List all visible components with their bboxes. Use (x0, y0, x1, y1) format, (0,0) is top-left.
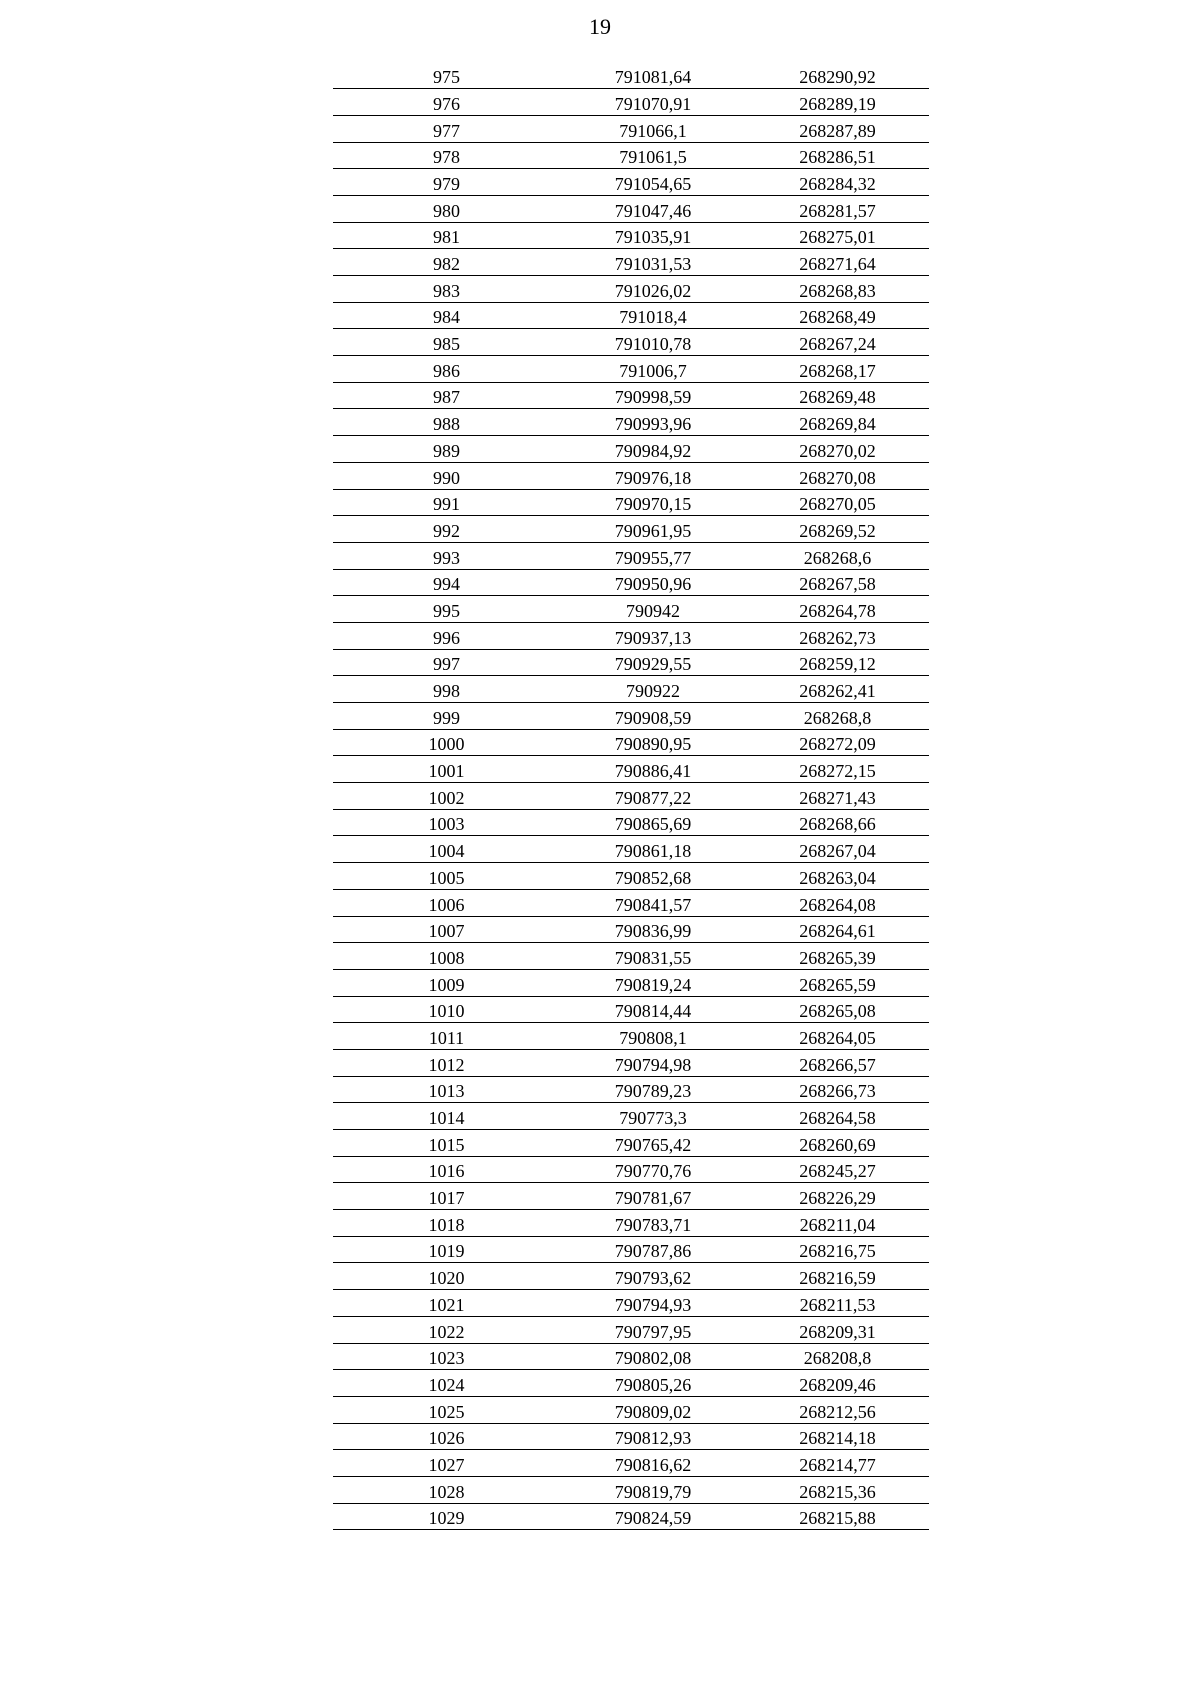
x-coordinate-cell: 790781,67 (560, 1183, 746, 1210)
x-coordinate-cell: 790976,18 (560, 462, 746, 489)
x-coordinate-cell: 790819,79 (560, 1476, 746, 1503)
table-row (333, 889, 929, 916)
point-number-cell: 982 (333, 249, 560, 276)
y-coordinate-cell: 268266,73 (746, 1076, 929, 1103)
table-row (333, 756, 929, 783)
y-coordinate-cell: 268208,8 (746, 1343, 929, 1370)
x-coordinate-cell: 791047,46 (560, 195, 746, 222)
x-coordinate-cell: 791018,4 (560, 302, 746, 329)
y-coordinate-cell: 268269,52 (746, 516, 929, 543)
point-number-cell: 1003 (333, 809, 560, 836)
point-number-cell: 975 (333, 62, 560, 89)
y-coordinate-cell: 268268,49 (746, 302, 929, 329)
point-number-cell: 1010 (333, 996, 560, 1023)
y-coordinate-cell: 268215,36 (746, 1476, 929, 1503)
x-coordinate-cell: 791035,91 (560, 222, 746, 249)
y-coordinate-cell: 268214,77 (746, 1450, 929, 1477)
y-coordinate-cell: 268226,29 (746, 1183, 929, 1210)
y-coordinate-cell: 268272,09 (746, 729, 929, 756)
table-row (333, 89, 929, 116)
x-coordinate-cell: 790955,77 (560, 542, 746, 569)
point-number-cell: 986 (333, 356, 560, 383)
table-row (333, 436, 929, 463)
table-row (333, 462, 929, 489)
table-row (333, 249, 929, 276)
table-row (333, 1076, 929, 1103)
x-coordinate-cell: 790773,3 (560, 1103, 746, 1130)
y-coordinate-cell: 268268,17 (746, 356, 929, 383)
table-row (333, 596, 929, 623)
x-coordinate-cell: 790861,18 (560, 836, 746, 863)
point-number-cell: 1024 (333, 1370, 560, 1397)
y-coordinate-cell: 268267,58 (746, 569, 929, 596)
y-coordinate-cell: 268265,08 (746, 996, 929, 1023)
point-number-cell: 983 (333, 276, 560, 303)
point-number-cell: 1019 (333, 1236, 560, 1263)
y-coordinate-cell: 268271,43 (746, 783, 929, 810)
table-row (333, 542, 929, 569)
table-row (333, 356, 929, 383)
table-row (333, 1049, 929, 1076)
x-coordinate-cell: 790794,98 (560, 1049, 746, 1076)
y-coordinate-cell: 268269,48 (746, 382, 929, 409)
y-coordinate-cell: 268266,57 (746, 1049, 929, 1076)
y-coordinate-cell: 268268,66 (746, 809, 929, 836)
x-coordinate-cell: 790970,15 (560, 489, 746, 516)
x-coordinate-cell: 790831,55 (560, 943, 746, 970)
point-number-cell: 985 (333, 329, 560, 356)
x-coordinate-cell: 790942 (560, 596, 746, 623)
table-row (333, 195, 929, 222)
table-row (333, 783, 929, 810)
x-coordinate-cell: 791066,1 (560, 115, 746, 142)
point-number-cell: 999 (333, 703, 560, 730)
table-row (333, 489, 929, 516)
table-row (333, 676, 929, 703)
y-coordinate-cell: 268281,57 (746, 195, 929, 222)
point-number-cell: 998 (333, 676, 560, 703)
table-row (333, 1370, 929, 1397)
x-coordinate-cell: 790797,95 (560, 1316, 746, 1343)
table-row (333, 1130, 929, 1157)
table-row (333, 382, 929, 409)
table-row (333, 276, 929, 303)
point-number-cell: 1025 (333, 1396, 560, 1423)
point-number-cell: 1029 (333, 1503, 560, 1530)
point-number-cell: 1022 (333, 1316, 560, 1343)
y-coordinate-cell: 268270,08 (746, 462, 929, 489)
y-coordinate-cell: 268216,59 (746, 1263, 929, 1290)
x-coordinate-cell: 790793,62 (560, 1263, 746, 1290)
y-coordinate-cell: 268270,02 (746, 436, 929, 463)
y-coordinate-cell: 268290,92 (746, 62, 929, 89)
table-row (333, 1343, 929, 1370)
point-number-cell: 1004 (333, 836, 560, 863)
x-coordinate-cell: 790984,92 (560, 436, 746, 463)
point-number-cell: 1014 (333, 1103, 560, 1130)
y-coordinate-cell: 268259,12 (746, 649, 929, 676)
x-coordinate-cell: 791031,53 (560, 249, 746, 276)
point-number-cell: 1011 (333, 1023, 560, 1050)
table-row (333, 863, 929, 890)
table-row (333, 729, 929, 756)
y-coordinate-cell: 268260,69 (746, 1130, 929, 1157)
x-coordinate-cell: 790783,71 (560, 1210, 746, 1237)
table-row (333, 1156, 929, 1183)
page-number: 19 (589, 14, 611, 39)
x-coordinate-cell: 791010,78 (560, 329, 746, 356)
x-coordinate-cell: 790998,59 (560, 382, 746, 409)
table-row (333, 569, 929, 596)
x-coordinate-cell: 790805,26 (560, 1370, 746, 1397)
table-row (333, 222, 929, 249)
y-coordinate-cell: 268211,53 (746, 1290, 929, 1317)
point-number-cell: 996 (333, 622, 560, 649)
y-coordinate-cell: 268268,83 (746, 276, 929, 303)
table-row (333, 115, 929, 142)
y-coordinate-cell: 268269,84 (746, 409, 929, 436)
table-row (333, 1023, 929, 1050)
x-coordinate-cell: 790890,95 (560, 729, 746, 756)
point-number-cell: 976 (333, 89, 560, 116)
x-coordinate-cell: 791054,65 (560, 169, 746, 196)
coordinates-table (333, 62, 929, 1530)
table-row (333, 302, 929, 329)
table-row (333, 1236, 929, 1263)
y-coordinate-cell: 268264,78 (746, 596, 929, 623)
point-number-cell: 1002 (333, 783, 560, 810)
y-coordinate-cell: 268268,8 (746, 703, 929, 730)
table-row (333, 1396, 929, 1423)
point-number-cell: 1027 (333, 1450, 560, 1477)
x-coordinate-cell: 790809,02 (560, 1396, 746, 1423)
x-coordinate-cell: 790812,93 (560, 1423, 746, 1450)
point-number-cell: 992 (333, 516, 560, 543)
y-coordinate-cell: 268275,01 (746, 222, 929, 249)
y-coordinate-cell: 268268,6 (746, 542, 929, 569)
x-coordinate-cell: 790802,08 (560, 1343, 746, 1370)
y-coordinate-cell: 268284,32 (746, 169, 929, 196)
x-coordinate-cell: 790770,76 (560, 1156, 746, 1183)
y-coordinate-cell: 268216,75 (746, 1236, 929, 1263)
x-coordinate-cell: 790819,24 (560, 969, 746, 996)
point-number-cell: 1012 (333, 1049, 560, 1076)
y-coordinate-cell: 268209,31 (746, 1316, 929, 1343)
y-coordinate-cell: 268214,18 (746, 1423, 929, 1450)
y-coordinate-cell: 268245,27 (746, 1156, 929, 1183)
y-coordinate-cell: 268265,39 (746, 943, 929, 970)
x-coordinate-cell: 790787,86 (560, 1236, 746, 1263)
y-coordinate-cell: 268263,04 (746, 863, 929, 890)
y-coordinate-cell: 268289,19 (746, 89, 929, 116)
point-number-cell: 994 (333, 569, 560, 596)
x-coordinate-cell: 790808,1 (560, 1023, 746, 1050)
table-row (333, 1423, 929, 1450)
point-number-cell: 1020 (333, 1263, 560, 1290)
y-coordinate-cell: 268262,73 (746, 622, 929, 649)
table-row (333, 329, 929, 356)
point-number-cell: 981 (333, 222, 560, 249)
y-coordinate-cell: 268264,61 (746, 916, 929, 943)
y-coordinate-cell: 268264,58 (746, 1103, 929, 1130)
coordinates-table-body (333, 62, 929, 1530)
point-number-cell: 1015 (333, 1130, 560, 1157)
table-row (333, 516, 929, 543)
point-number-cell: 993 (333, 542, 560, 569)
point-number-cell: 979 (333, 169, 560, 196)
point-number-cell: 997 (333, 649, 560, 676)
x-coordinate-cell: 790816,62 (560, 1450, 746, 1477)
x-coordinate-cell: 790852,68 (560, 863, 746, 890)
x-coordinate-cell: 790765,42 (560, 1130, 746, 1157)
table-row (333, 1316, 929, 1343)
y-coordinate-cell: 268272,15 (746, 756, 929, 783)
table-row (333, 969, 929, 996)
y-coordinate-cell: 268265,59 (746, 969, 929, 996)
table-row (333, 622, 929, 649)
table-row (333, 1103, 929, 1130)
table-row (333, 409, 929, 436)
point-number-cell: 1006 (333, 889, 560, 916)
x-coordinate-cell: 791070,91 (560, 89, 746, 116)
x-coordinate-cell: 791026,02 (560, 276, 746, 303)
point-number-cell: 1023 (333, 1343, 560, 1370)
x-coordinate-cell: 790814,44 (560, 996, 746, 1023)
point-number-cell: 987 (333, 382, 560, 409)
point-number-cell: 991 (333, 489, 560, 516)
x-coordinate-cell: 790950,96 (560, 569, 746, 596)
table-row (333, 1476, 929, 1503)
y-coordinate-cell: 268262,41 (746, 676, 929, 703)
x-coordinate-cell: 790886,41 (560, 756, 746, 783)
y-coordinate-cell: 268286,51 (746, 142, 929, 169)
table-row (333, 1503, 929, 1530)
y-coordinate-cell: 268212,56 (746, 1396, 929, 1423)
point-number-cell: 1000 (333, 729, 560, 756)
point-number-cell: 980 (333, 195, 560, 222)
x-coordinate-cell: 790961,95 (560, 516, 746, 543)
table-row (333, 943, 929, 970)
table-row (333, 649, 929, 676)
table-row (333, 1183, 929, 1210)
table-row (333, 809, 929, 836)
point-number-cell: 990 (333, 462, 560, 489)
point-number-cell: 1013 (333, 1076, 560, 1103)
x-coordinate-cell: 791006,7 (560, 356, 746, 383)
point-number-cell: 1017 (333, 1183, 560, 1210)
x-coordinate-cell: 791061,5 (560, 142, 746, 169)
point-number-cell: 984 (333, 302, 560, 329)
point-number-cell: 1016 (333, 1156, 560, 1183)
y-coordinate-cell: 268267,04 (746, 836, 929, 863)
y-coordinate-cell: 268264,08 (746, 889, 929, 916)
point-number-cell: 1021 (333, 1290, 560, 1317)
point-number-cell: 978 (333, 142, 560, 169)
y-coordinate-cell: 268267,24 (746, 329, 929, 356)
point-number-cell: 1005 (333, 863, 560, 890)
y-coordinate-cell: 268209,46 (746, 1370, 929, 1397)
point-number-cell: 1007 (333, 916, 560, 943)
point-number-cell: 1009 (333, 969, 560, 996)
table-row (333, 703, 929, 730)
y-coordinate-cell: 268264,05 (746, 1023, 929, 1050)
y-coordinate-cell: 268270,05 (746, 489, 929, 516)
table-row (333, 142, 929, 169)
table-row (333, 1210, 929, 1237)
table-row (333, 916, 929, 943)
x-coordinate-cell: 790937,13 (560, 622, 746, 649)
table-row (333, 169, 929, 196)
x-coordinate-cell: 790929,55 (560, 649, 746, 676)
point-number-cell: 1001 (333, 756, 560, 783)
x-coordinate-cell: 790877,22 (560, 783, 746, 810)
y-coordinate-cell: 268271,64 (746, 249, 929, 276)
point-number-cell: 1018 (333, 1210, 560, 1237)
x-coordinate-cell: 790789,23 (560, 1076, 746, 1103)
table-row (333, 1263, 929, 1290)
point-number-cell: 977 (333, 115, 560, 142)
point-number-cell: 1008 (333, 943, 560, 970)
point-number-cell: 995 (333, 596, 560, 623)
y-coordinate-cell: 268215,88 (746, 1503, 929, 1530)
table-row (333, 1290, 929, 1317)
x-coordinate-cell: 790865,69 (560, 809, 746, 836)
x-coordinate-cell: 790922 (560, 676, 746, 703)
x-coordinate-cell: 790841,57 (560, 889, 746, 916)
table-row (333, 62, 929, 89)
x-coordinate-cell: 791081,64 (560, 62, 746, 89)
table-row (333, 836, 929, 863)
point-number-cell: 1026 (333, 1423, 560, 1450)
x-coordinate-cell: 790836,99 (560, 916, 746, 943)
x-coordinate-cell: 790794,93 (560, 1290, 746, 1317)
x-coordinate-cell: 790824,59 (560, 1503, 746, 1530)
table-row (333, 996, 929, 1023)
table-row (333, 1450, 929, 1477)
y-coordinate-cell: 268287,89 (746, 115, 929, 142)
x-coordinate-cell: 790908,59 (560, 703, 746, 730)
point-number-cell: 989 (333, 436, 560, 463)
y-coordinate-cell: 268211,04 (746, 1210, 929, 1237)
x-coordinate-cell: 790993,96 (560, 409, 746, 436)
point-number-cell: 988 (333, 409, 560, 436)
point-number-cell: 1028 (333, 1476, 560, 1503)
